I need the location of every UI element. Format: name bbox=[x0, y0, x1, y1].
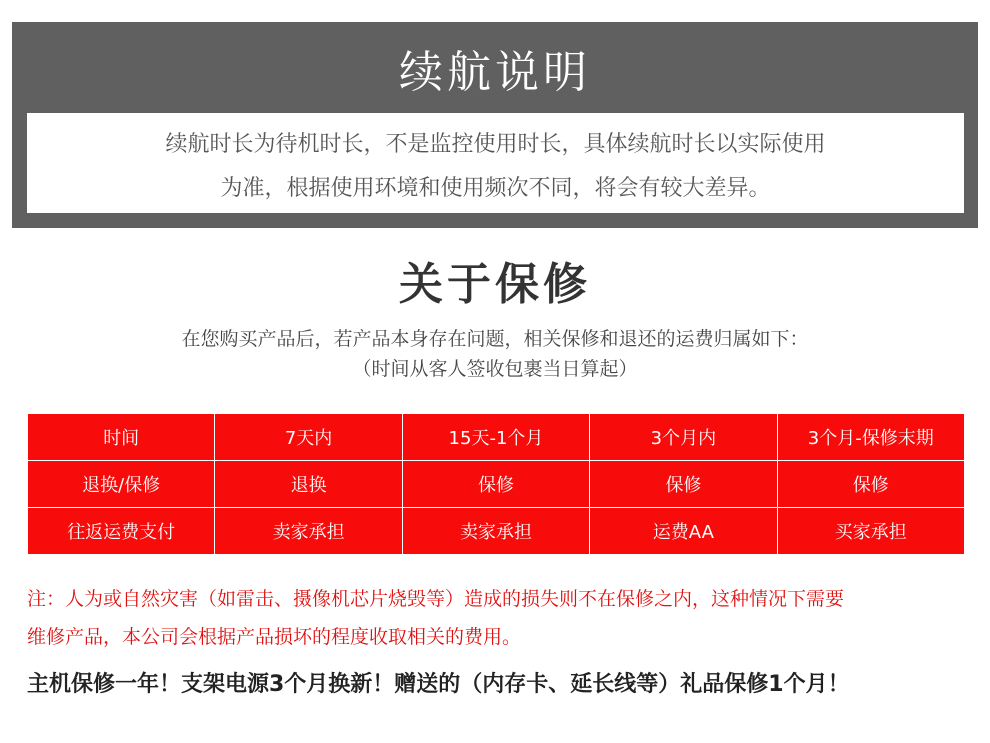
warranty-title: 关于保修 bbox=[399, 259, 591, 310]
battery-section bbox=[12, 22, 978, 228]
warranty-desc-line-2: （时间从客人签收包裹当日算起） bbox=[352, 358, 638, 380]
table-row-service bbox=[28, 461, 965, 508]
battery-line-2: 为准，根据使用环境和使用频次不同，将会有较大差异。 bbox=[220, 176, 771, 201]
table-cell: 15天-1个月 bbox=[402, 414, 589, 461]
warranty-summary: 主机保修一年！支架电源3个月换新！赠送的（内存卡、延长线等）礼品保修1个月！ bbox=[27, 672, 850, 697]
table-cell: 保修 bbox=[777, 461, 964, 508]
warranty-table bbox=[27, 413, 965, 555]
warranty-desc-line-1: 在您购买产品后，若产品本身存在问题，相关保修和退还的运费归属如下： bbox=[181, 328, 809, 350]
table-cell: 时间 bbox=[28, 414, 215, 461]
table-cell: 3个月内 bbox=[590, 414, 777, 461]
table-cell: 买家承担 bbox=[777, 508, 964, 555]
battery-line-1: 续航时长为待机时长，不是监控使用时长，具体续航时长以实际使用 bbox=[165, 132, 826, 157]
table-cell: 往返运费支付 bbox=[28, 508, 215, 555]
table-cell: 卖家承担 bbox=[215, 508, 402, 555]
table-row-period bbox=[28, 414, 965, 461]
table-cell: 保修 bbox=[402, 461, 589, 508]
table-cell: 保修 bbox=[590, 461, 777, 508]
table-cell: 卖家承担 bbox=[402, 508, 589, 555]
battery-title: 续航说明 bbox=[399, 47, 591, 98]
table-row-shipping bbox=[28, 508, 965, 555]
warranty-note bbox=[27, 580, 967, 656]
table-cell: 3个月-保修末期 bbox=[777, 414, 964, 461]
battery-description-box bbox=[27, 113, 964, 213]
note-line-2: 维修产品，本公司会根据产品损坏的程度收取相关的费用。 bbox=[27, 626, 522, 648]
table-cell: 退换 bbox=[215, 461, 402, 508]
table-cell: 运费AA bbox=[590, 508, 777, 555]
warranty-description bbox=[0, 324, 990, 384]
note-line-1: 注：人为或自然灾害（如雷击、摄像机芯片烧毁等）造成的损失则不在保修之内，这种情况下需要 bbox=[27, 588, 845, 610]
battery-description bbox=[27, 123, 964, 211]
table-cell: 退换/保修 bbox=[28, 461, 215, 508]
table-cell: 7天内 bbox=[215, 414, 402, 461]
